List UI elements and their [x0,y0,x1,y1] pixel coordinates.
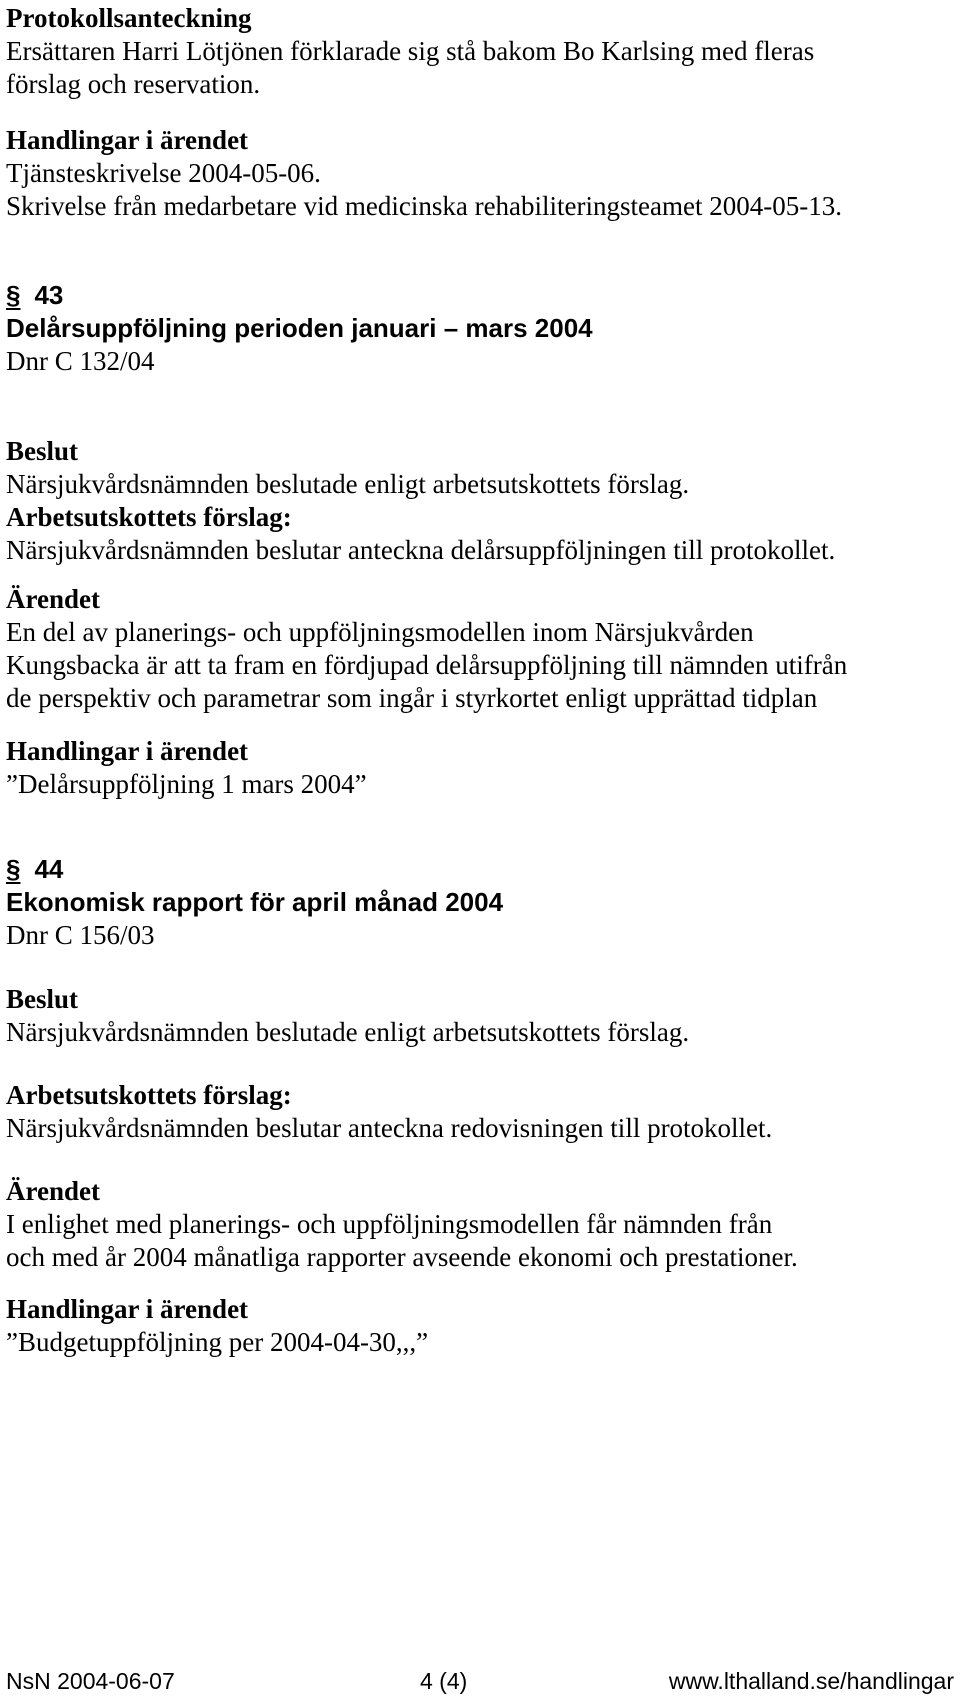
document-item: ”Budgetuppföljning per 2004-04-30,,,” [6,1327,429,1357]
committee-proposal-heading: Arbetsutskottets förslag: [6,1080,292,1110]
decision-heading: Beslut [6,984,79,1014]
text-line: förslag och reservation. [6,69,261,99]
text-line: En del av planerings- och uppföljningsmodellen inom Närsjukvården [6,617,754,647]
section-number [6,279,63,312]
section-number-value: 44 [34,854,64,884]
section-symbol: § [6,280,21,310]
text-line: Ersättaren Harri Lötjönen förklarade sig stå bakom Bo Karlsing med fleras [6,36,815,66]
text-line: de perspektiv och parametrar som ingår i styrkortet enligt upprättad tidplan [6,683,818,713]
decision-text: Närsjukvårdsnämnden beslutade enligt arbetsutskottets förslag. [6,469,690,499]
text-line: I enlighet med planerings- och uppföljningsmodellen får nämnden från [6,1209,773,1239]
case-text [6,1208,798,1274]
case-heading: Ärendet [6,1176,100,1206]
footer-url[interactable]: www.lthalland.se/handlingar [668,1668,954,1694]
footer-date: NsN 2004-06-07 [6,1668,175,1694]
document-item: Tjänsteskrivelse 2004-05-06. [6,158,321,188]
section-number-value: 43 [34,280,64,310]
footer-page-number: 4 (4) [420,1668,468,1694]
protocol-note-heading: Protokollsanteckning [6,3,252,33]
diary-number: Dnr C 132/04 [6,346,155,376]
text-line: och med år 2004 månatliga rapporter avseende ekonomi och prestationer. [6,1242,798,1272]
section-title: Ekonomisk rapport för april månad 2004 [6,887,504,917]
documents-list [6,157,842,223]
documents-heading: Handlingar i ärendet [6,736,249,766]
decision-text: Närsjukvårdsnämnden beslutade enligt arbetsutskottets förslag. [6,1017,690,1047]
document-item: Skrivelse från medarbetare vid medicinska rehabiliteringsteamet 2004-05-13. [6,191,842,221]
documents-heading: Handlingar i ärendet [6,125,249,155]
diary-number: Dnr C 156/03 [6,920,155,950]
case-text [6,616,847,715]
document-item: ”Delårsuppföljning 1 mars 2004” [6,769,367,799]
section-symbol: § [6,854,21,884]
case-heading: Ärendet [6,584,100,614]
text-line: Kungsbacka är att ta fram en fördjupad delårsuppföljning till nämnden utifrån [6,650,848,680]
document-page [6,0,954,1698]
decision-heading: Beslut [6,436,79,466]
committee-proposal-text: Närsjukvårdsnämnden beslutar anteckna delårsuppföljningen till protokollet. [6,535,836,565]
documents-heading: Handlingar i ärendet [6,1294,249,1324]
section-title: Delårsuppföljning perioden januari – mars 2004 [6,313,593,343]
committee-proposal-heading: Arbetsutskottets förslag: [6,502,292,532]
section-number [6,853,63,886]
committee-proposal-text: Närsjukvårdsnämnden beslutar anteckna redovisningen till protokollet. [6,1113,773,1143]
protocol-note-text [6,35,814,101]
